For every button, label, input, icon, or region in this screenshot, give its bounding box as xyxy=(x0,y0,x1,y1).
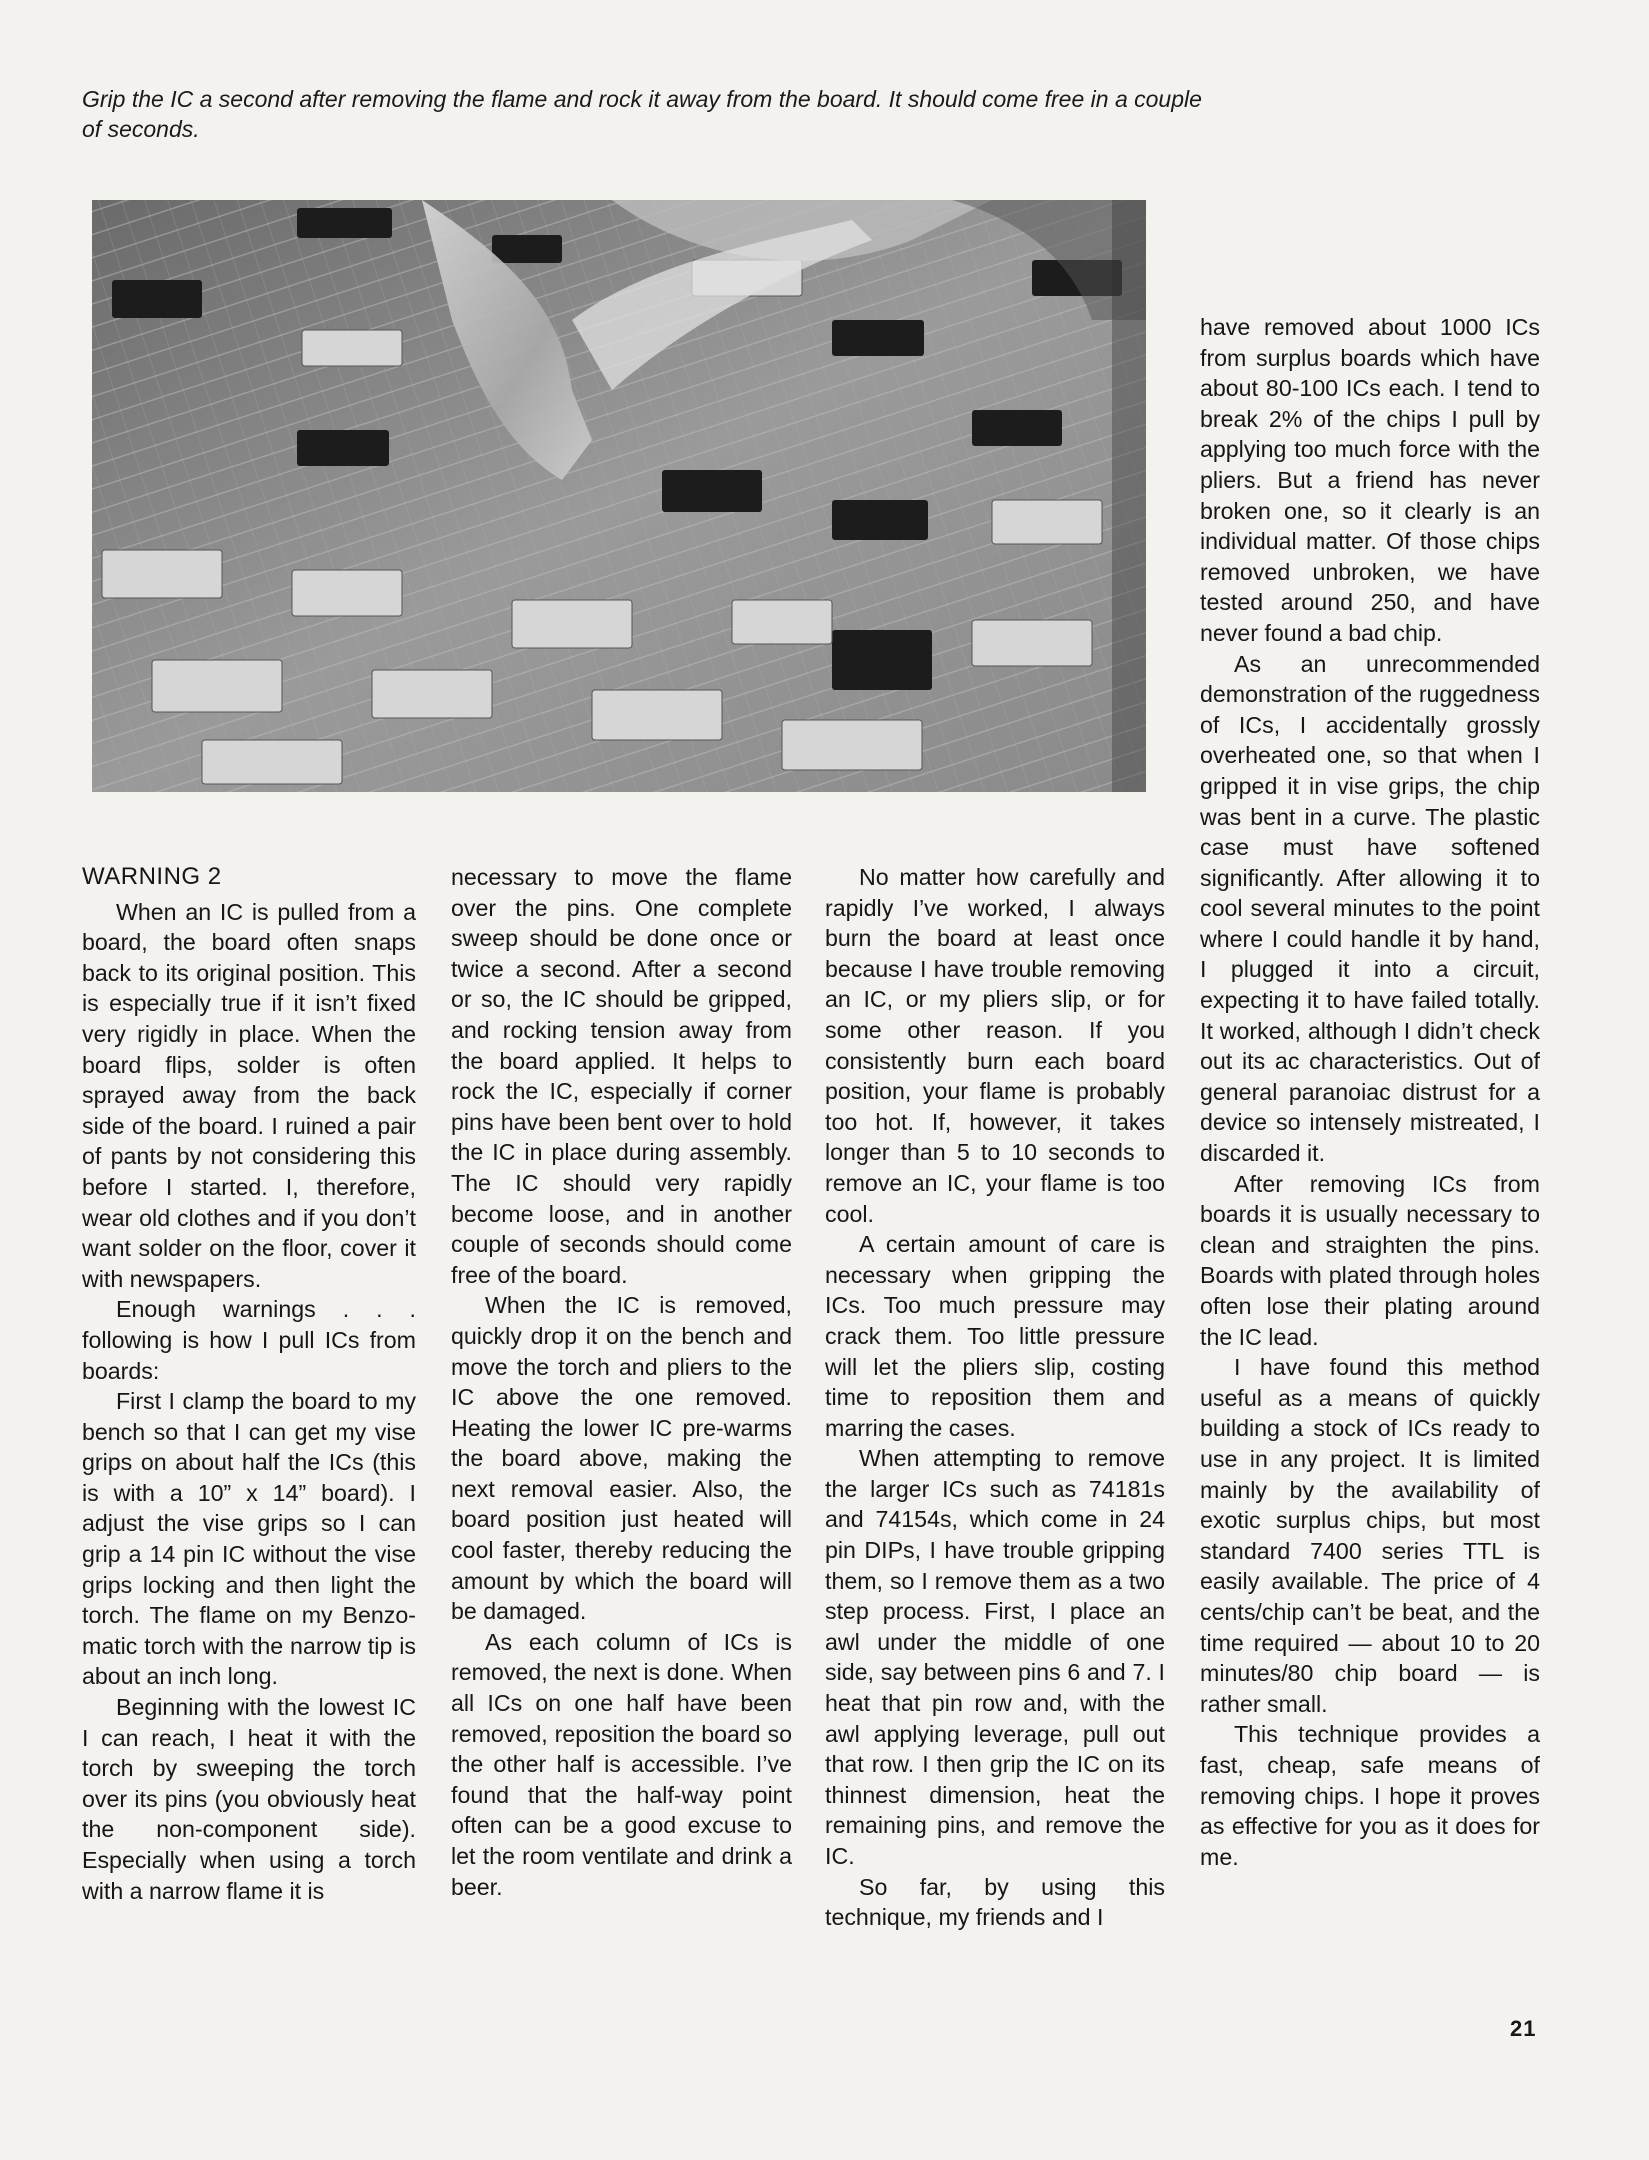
paragraph: A certain amount of care is necessary when gripping the ICs. Too much pressure may crack them. Too little pressure will let the pliers slip, costing time to reposition them and marring the cases. xyxy=(825,1231,1165,1441)
figure-caption: Grip the IC a second after removing the flame and rock it away from the board. It should come free in a couple of seconds. xyxy=(82,86,1202,142)
paragraph: have removed about 1000 ICs from surplus boards which have about 80-100 ICs each. I tend to break 2% of the chips I pull by applying too much force with the pliers. But a friend has never broken one, so it clearly is an individual matter. Of those chips removed unbroken, we have tested around 250, and have never found a bad chip. xyxy=(1200,314,1540,646)
text-column-3 xyxy=(825,862,1165,1933)
paragraph: Beginning with the lowest IC I can reach, I heat it with the torch by sweeping the torch over its pins (you obviously heat the non-component side). Especially when using a torch with a narrow flame it is xyxy=(82,1694,416,1904)
paragraph: When an IC is pulled from a board, the board often snaps back to its original position. This is especially true if it isn’t fixed very rigidly in place. When the board flips, solder is often sprayed away from the back side of the board. I ruined a pair of pants by not considering this before I started. I, therefore, wear old clothes and if you don’t want solder on the floor, cover it with newspapers. xyxy=(82,898,416,1292)
text-column-2 xyxy=(451,862,792,1902)
section-heading: WARNING 2 xyxy=(82,863,222,890)
paragraph: First I clamp the board to my bench so that I can get my vise grips on about half the ICs (this is with a 10” x 14” board). I adjust the vise grips so I can grip a 14 pin IC without the vise grips locking and then light the torch. The flame on my Benzo-matic torch with the narrow tip is about an inch long. xyxy=(82,1388,416,1690)
paragraph: Enough warnings . . . following is how I pull ICs from boards: xyxy=(82,1296,416,1384)
text-column-4 xyxy=(1200,312,1540,1872)
paragraph: necessary to move the flame over the pins. One complete sweep should be done once or twice a second. After a second or so, the IC should be gripped, and rocking tension away from the board applied. It helps to rock the IC, especially if corner pins have been bent over to hold the IC in place during assembly. The IC should very rapidly become loose, and in another couple of seconds should come free of the board. xyxy=(451,864,792,1288)
paragraph: As each column of ICs is removed, the next is done. When all ICs on one half have been removed, reposition the board so the other half is accessible. I’ve found that the half-way point often can be a good excuse to let the room ventilate and drink a beer. xyxy=(451,1628,792,1900)
paragraph: When attempting to remove the larger ICs such as 74181s and 74154s, which come in 24 pin DIPs, I have trouble gripping them, so I remove them as a two step process. First, I place an awl under the middle of one side, say between pins 6 and 7. I heat that pin row and, with the awl applying leverage, pull out that row. I then grip the IC on its thinnest dimension, heat the remaining pins, and remove the IC. xyxy=(825,1445,1165,1869)
paragraph: After removing ICs from boards it is usually necessary to clean and straighten the pins. Boards with plated through holes often lose their plating around the IC lead. xyxy=(1200,1170,1540,1350)
paragraph: This technique provides a fast, cheap, safe means of removing chips. I hope it proves as effective for you as it does for me. xyxy=(1200,1721,1540,1870)
circuit-board-photo xyxy=(92,200,1146,792)
paragraph: No matter how carefully and rapidly I’ve worked, I always burn the board at least once because I have trouble removing an IC, or my pliers slip, or for some other reason. If you consistently burn each board position, your flame is probably too hot. If, however, it takes longer than 5 to 10 seconds to remove an IC, your flame is too cool. xyxy=(825,864,1165,1227)
paragraph: So far, by using this technique, my friends and I xyxy=(825,1873,1165,1931)
paragraph: As an unrecommended demonstration of the ruggedness of ICs, I accidentally grossly overheated one, so that when I gripped it in vise grips, the chip was bent in a curve. The plastic case must have softened significantly. After allowing it to cool several minutes to the point where I could handle it by hand, I plugged it into a circuit, expecting it to have failed totally. It worked, although I didn’t check out its ac characteristics. Out of general paranoiac distrust for a device so intensely mistreated, I discarded it. xyxy=(1200,650,1540,1167)
text-column-1 xyxy=(82,862,416,1906)
paragraph: When the IC is removed, quickly drop it on the bench and move the torch and pliers to the IC above the one removed. Heating the lower IC pre-warms the board above, making the next removal easier. Also, the board position just heated will cool faster, thereby reducing the amount by which the board will be damaged. xyxy=(451,1292,792,1625)
paragraph: I have found this method useful as a means of quickly building a stock of ICs ready to use in any project. It is limited mainly by the availability of exotic surplus chips, but most standard 7400 series TTL is easily available. The price of 4 cents/chip can’t be beat, and the time required — about 10 to 20 minutes/80 chip board — is rather small. xyxy=(1200,1354,1540,1717)
page-number: 21 xyxy=(1510,2016,1537,2041)
